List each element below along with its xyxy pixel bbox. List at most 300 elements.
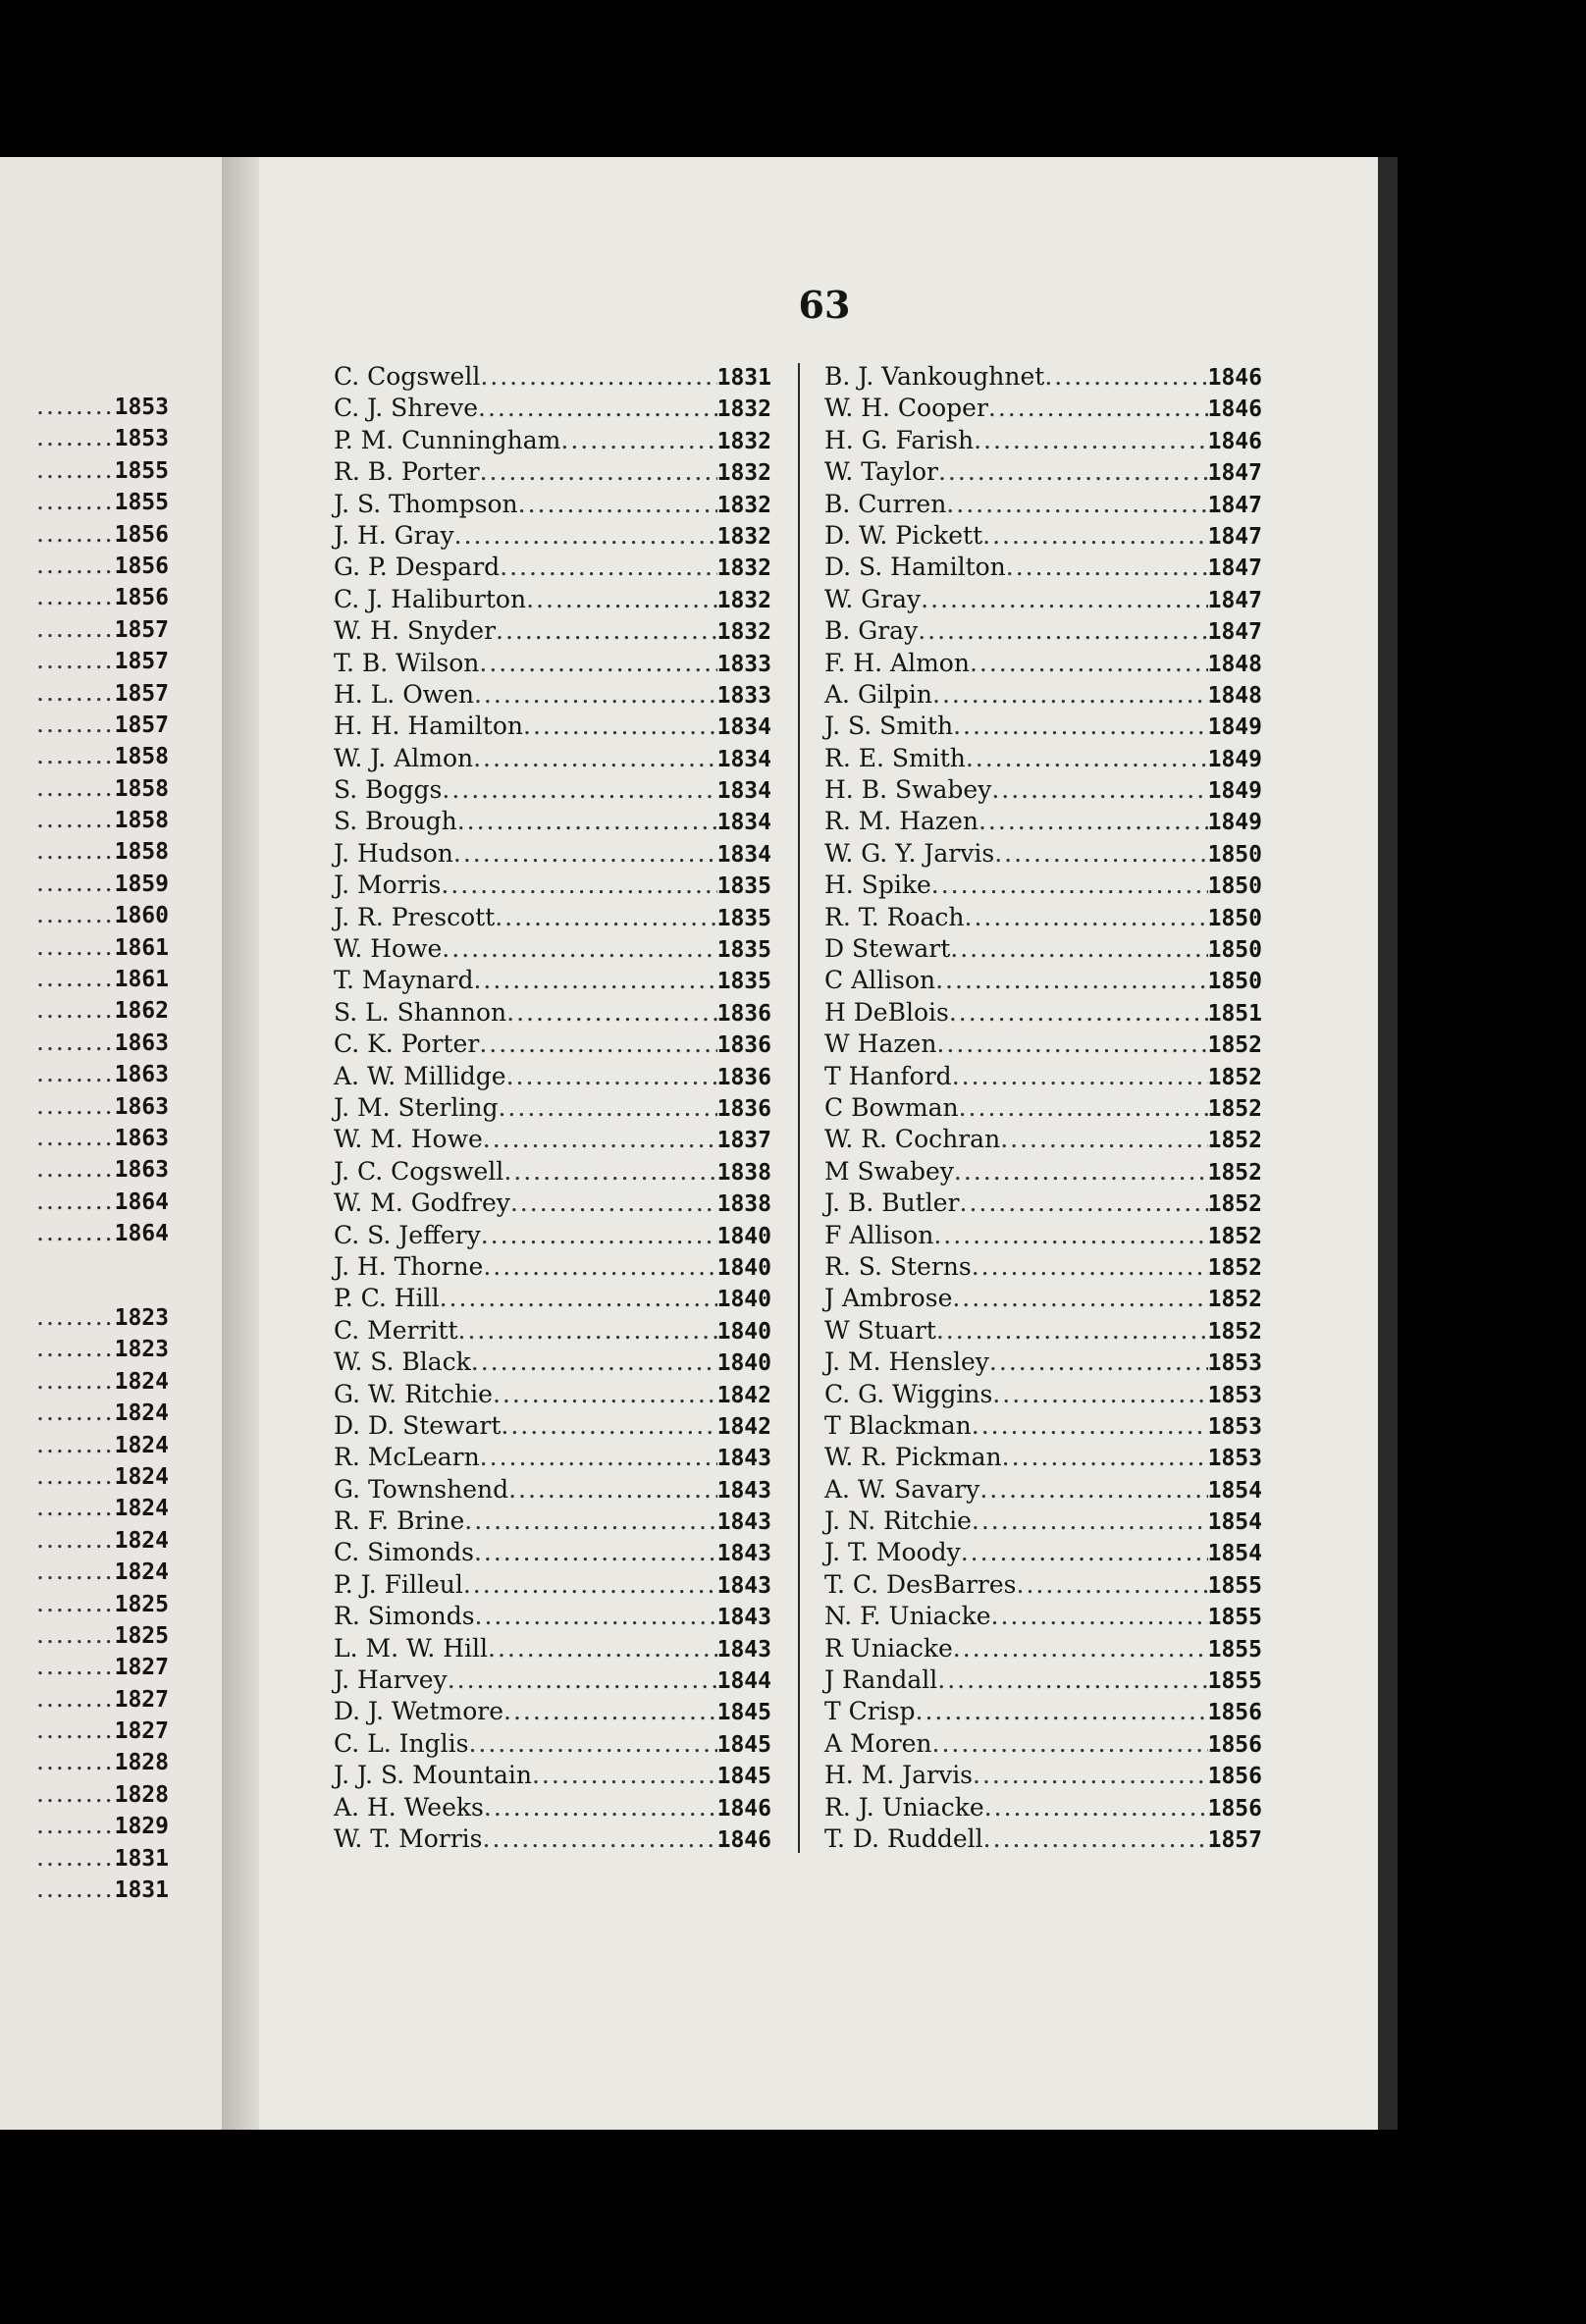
dot-leader <box>36 613 115 645</box>
entry-name: G. P. Despard <box>334 553 501 582</box>
entry-year: 1846 <box>1207 428 1262 454</box>
entry-name: J. Harvey <box>334 1665 448 1695</box>
entry-name: W. T. Morris <box>334 1823 483 1853</box>
dot-leader <box>495 902 716 933</box>
list-entry <box>334 1760 771 1791</box>
dot-leader <box>982 520 1207 552</box>
list-entry <box>824 1029 1262 1060</box>
entry-year: 1852 <box>1207 1191 1262 1218</box>
list-entry <box>0 1186 169 1217</box>
list-entry <box>334 1474 771 1505</box>
entry-name: W Stuart <box>824 1315 936 1345</box>
entry-year: 1856 <box>1207 1795 1262 1822</box>
dot-leader <box>503 1696 717 1727</box>
list-entry <box>0 1588 169 1619</box>
entry-year: 1855 <box>114 490 169 516</box>
list-entry <box>0 772 169 804</box>
entry-year: 1845 <box>716 1731 771 1758</box>
entry-year: 1854 <box>1207 1477 1262 1504</box>
entry-year: 1863 <box>114 1125 169 1151</box>
entry-year: 1852 <box>1207 1032 1262 1059</box>
entry-name: W Hazen <box>824 1030 937 1059</box>
list-entry <box>0 1746 169 1777</box>
dot-leader <box>464 1505 716 1537</box>
dot-leader <box>36 868 115 899</box>
list-entry <box>334 774 771 806</box>
entry-name: R. J. Uniacke <box>824 1792 984 1822</box>
list-entry <box>334 1696 771 1727</box>
list-entry <box>824 743 1262 774</box>
dot-leader <box>1000 1124 1207 1155</box>
dot-leader <box>479 1029 716 1060</box>
list-entry <box>334 806 771 837</box>
dot-leader <box>475 1601 717 1632</box>
list-entry <box>824 425 1262 456</box>
list-entry <box>334 1251 771 1283</box>
dot-leader <box>510 1188 717 1219</box>
dot-leader <box>1002 1442 1208 1473</box>
list-entry <box>0 677 169 709</box>
dot-leader <box>496 615 717 647</box>
entry-year: 1824 <box>114 1400 169 1427</box>
dot-leader <box>36 1778 115 1810</box>
entry-name: F. H. Almon <box>824 648 970 677</box>
entry-year: 1844 <box>716 1668 771 1695</box>
list-entry <box>0 994 169 1026</box>
list-entry <box>824 1792 1262 1823</box>
dot-leader <box>441 870 716 901</box>
entry-year: 1845 <box>716 1764 771 1790</box>
list-entry <box>334 1792 771 1823</box>
entry-year: 1838 <box>716 1159 771 1186</box>
entry-name: J. J. S. Mountain <box>334 1761 532 1790</box>
entry-year: 1852 <box>1207 1128 1262 1154</box>
list-entry <box>824 1664 1262 1696</box>
dot-leader <box>36 391 115 422</box>
entry-year: 1824 <box>114 1527 169 1554</box>
entry-name: F Allison <box>824 1220 934 1249</box>
dot-leader <box>1006 552 1208 583</box>
list-entry <box>0 454 169 486</box>
list-entry <box>334 1728 771 1760</box>
dot-leader <box>479 648 716 679</box>
entry-year: 1850 <box>1207 873 1262 900</box>
entry-year: 1847 <box>1207 523 1262 550</box>
list-entry <box>824 361 1262 393</box>
dot-leader <box>36 1217 115 1248</box>
list-entry <box>0 899 169 930</box>
list-entry <box>824 711 1262 742</box>
dot-leader <box>36 1429 115 1460</box>
entry-name: H. B. Swabey <box>824 775 992 805</box>
entry-year: 1856 <box>114 521 169 548</box>
list-entry <box>824 1188 1262 1219</box>
dot-leader <box>983 1823 1208 1855</box>
list-entry <box>824 1601 1262 1632</box>
dot-leader <box>478 393 717 424</box>
list-entry <box>334 615 771 647</box>
list-entry <box>334 1442 771 1473</box>
entry-name: W. J. Almon <box>334 743 474 772</box>
dot-leader <box>36 709 115 740</box>
entry-name: T. D. Ruddell <box>824 1823 983 1853</box>
list-entry <box>824 679 1262 711</box>
entry-year: 1863 <box>114 1062 169 1088</box>
dot-leader <box>501 1410 716 1442</box>
middle-column-list <box>334 361 771 1855</box>
list-entry <box>824 1092 1262 1124</box>
dot-leader <box>966 743 1208 774</box>
dot-leader <box>36 1556 115 1587</box>
list-entry <box>334 1633 771 1664</box>
list-entry <box>824 393 1262 424</box>
entry-year: 1836 <box>716 1064 771 1090</box>
entry-name: T Crisp <box>824 1697 916 1726</box>
entry-year: 1833 <box>716 682 771 709</box>
dot-leader <box>500 552 716 583</box>
list-entry <box>334 425 771 456</box>
entry-year: 1856 <box>114 553 169 579</box>
entry-year: 1834 <box>716 714 771 741</box>
list-entry <box>334 1347 771 1378</box>
entry-name: S. Boggs <box>334 775 443 805</box>
entry-name: L. M. W. Hill <box>334 1633 488 1663</box>
list-entry <box>824 552 1262 583</box>
list-entry <box>0 1460 169 1492</box>
entry-year: 1847 <box>1207 587 1262 613</box>
entry-year: 1853 <box>114 426 169 452</box>
dot-leader <box>36 454 115 486</box>
dot-leader <box>36 1365 115 1397</box>
dot-leader <box>991 1601 1208 1632</box>
entry-name: R. T. Roach <box>824 902 965 931</box>
list-entry <box>824 1760 1262 1791</box>
list-entry <box>334 933 771 965</box>
entry-year: 1833 <box>716 651 771 677</box>
list-entry <box>0 868 169 899</box>
list-entry <box>334 997 771 1029</box>
list-entry <box>334 1537 771 1568</box>
entry-year: 1855 <box>114 457 169 484</box>
entry-name: T Hanford <box>824 1061 952 1090</box>
entry-year: 1852 <box>1207 1064 1262 1090</box>
entry-year: 1853 <box>1207 1382 1262 1408</box>
entry-year: 1831 <box>716 365 771 391</box>
dot-leader <box>493 1379 717 1410</box>
list-entry <box>824 933 1262 965</box>
list-entry <box>334 489 771 520</box>
list-entry <box>0 1429 169 1460</box>
entry-year: 1823 <box>114 1305 169 1331</box>
list-entry <box>0 963 169 994</box>
dot-leader <box>979 1474 1207 1505</box>
entry-year: 1829 <box>114 1814 169 1840</box>
list-entry <box>0 422 169 453</box>
entry-year: 1827 <box>114 1655 169 1681</box>
list-entry <box>334 1505 771 1537</box>
list-entry <box>334 1092 771 1124</box>
dot-leader <box>36 1746 115 1777</box>
entry-year: 1850 <box>1207 841 1262 868</box>
entry-year: 1861 <box>114 934 169 961</box>
entry-year: 1852 <box>1207 1254 1262 1281</box>
entry-name: C. G. Wiggins <box>824 1379 993 1408</box>
entry-year: 1827 <box>114 1686 169 1713</box>
entry-year: 1825 <box>114 1622 169 1649</box>
dot-leader <box>481 1220 717 1251</box>
entry-year: 1834 <box>716 746 771 772</box>
list-entry <box>334 1379 771 1410</box>
entry-year: 1843 <box>716 1605 771 1631</box>
entry-year: 1824 <box>114 1432 169 1458</box>
entry-year: 1846 <box>1207 365 1262 391</box>
entry-year: 1827 <box>114 1718 169 1745</box>
list-entry <box>0 1301 169 1333</box>
list-entry <box>334 902 771 933</box>
dot-leader <box>36 1524 115 1556</box>
dot-leader <box>932 1728 1208 1760</box>
list-entry <box>824 806 1262 837</box>
dot-leader <box>36 422 115 453</box>
entry-name: C. J. Haliburton <box>334 584 527 613</box>
entry-name: J. S. Smith <box>824 712 954 741</box>
dot-leader <box>989 1347 1208 1378</box>
dot-leader <box>474 1537 717 1568</box>
page-number: 63 <box>798 283 851 327</box>
list-entry <box>0 1651 169 1682</box>
list-entry <box>334 361 771 393</box>
dot-leader <box>36 804 115 835</box>
list-entry <box>334 552 771 583</box>
dot-leader <box>560 425 716 456</box>
entry-year: 1834 <box>716 841 771 868</box>
list-entry <box>824 1537 1262 1568</box>
list-entry <box>334 1315 771 1347</box>
entry-name: J. B. Butler <box>824 1188 960 1218</box>
dot-leader <box>474 679 717 711</box>
dot-leader <box>946 489 1207 520</box>
list-entry <box>824 1156 1262 1188</box>
list-entry <box>824 1220 1262 1251</box>
entry-year: 1853 <box>1207 1350 1262 1377</box>
list-entry <box>334 1601 771 1632</box>
entry-year: 1858 <box>114 839 169 866</box>
list-entry <box>824 584 1262 615</box>
list-entry <box>0 1397 169 1428</box>
list-entry <box>334 393 771 424</box>
list-entry <box>0 1556 169 1587</box>
dot-leader <box>454 520 717 552</box>
entry-name: J. M. Sterling <box>334 1092 499 1122</box>
list-entry <box>824 1061 1262 1092</box>
entry-year: 1855 <box>1207 1636 1262 1663</box>
entry-name: W. M. Godfrey <box>334 1188 510 1218</box>
list-entry <box>0 709 169 740</box>
entry-year: 1831 <box>114 1877 169 1904</box>
list-entry <box>0 1524 169 1556</box>
entry-year: 1846 <box>716 1795 771 1822</box>
list-entry <box>0 613 169 645</box>
entry-name: C. S. Jeffery <box>334 1220 481 1249</box>
entry-year: 1840 <box>716 1287 771 1313</box>
list-entry <box>824 997 1262 1029</box>
dot-leader <box>36 645 115 676</box>
entry-year: 1852 <box>1207 1287 1262 1313</box>
entry-year: 1863 <box>114 1030 169 1056</box>
entry-name: H. H. Hamilton <box>334 712 523 741</box>
dot-leader <box>36 677 115 709</box>
list-entry <box>824 615 1262 647</box>
entry-name: A. W. Savary <box>824 1474 980 1504</box>
dot-leader <box>36 581 115 612</box>
entry-name: C. Simonds <box>334 1538 474 1567</box>
entry-year: 1857 <box>114 616 169 643</box>
page-gutter <box>222 157 261 2130</box>
entry-name: W. G. Y. Jarvis <box>824 838 995 868</box>
list-entry <box>824 1442 1262 1473</box>
entry-name: T Blackman <box>824 1410 972 1440</box>
entry-year: 1861 <box>114 967 169 993</box>
dot-leader <box>988 393 1208 424</box>
dot-leader <box>949 997 1208 1029</box>
list-entry <box>824 1379 1262 1410</box>
entry-year: 1836 <box>716 1032 771 1059</box>
entry-name: J. Morris <box>334 871 442 900</box>
dot-leader <box>959 1092 1208 1124</box>
entry-year: 1854 <box>1207 1541 1262 1567</box>
entry-year: 1849 <box>1207 746 1262 772</box>
entry-name: M Swabey <box>824 1156 954 1186</box>
list-entry <box>824 1124 1262 1155</box>
entry-year: 1837 <box>716 1128 771 1154</box>
entry-year: 1845 <box>716 1700 771 1726</box>
dot-leader <box>526 584 717 615</box>
dot-leader <box>448 1664 717 1696</box>
dot-leader <box>36 740 115 771</box>
entry-year: 1840 <box>716 1318 771 1345</box>
list-entry <box>0 804 169 835</box>
list-entry <box>824 1315 1262 1347</box>
dot-leader <box>36 1153 115 1185</box>
entry-name: D Stewart <box>824 934 951 964</box>
dot-leader <box>36 1715 115 1746</box>
entry-year: 1843 <box>716 1509 771 1536</box>
list-entry <box>334 743 771 774</box>
dot-leader <box>972 1251 1208 1283</box>
dot-leader <box>506 997 716 1029</box>
dot-leader <box>36 1090 115 1122</box>
entry-name: R. Simonds <box>334 1602 475 1631</box>
entry-year: 1858 <box>114 744 169 770</box>
list-entry <box>0 1492 169 1523</box>
dot-leader <box>974 425 1208 456</box>
dot-leader <box>952 1283 1207 1314</box>
entry-name: R. B. Porter <box>334 457 480 487</box>
list-entry <box>0 1874 169 1905</box>
dot-leader <box>473 743 717 774</box>
list-entry <box>0 740 169 771</box>
entry-name: W. R. Pickman <box>824 1443 1002 1472</box>
dot-leader <box>970 648 1208 679</box>
list-entry <box>334 1410 771 1442</box>
list-entry <box>0 1365 169 1397</box>
list-entry <box>334 1156 771 1188</box>
list-entry <box>824 870 1262 901</box>
dot-leader <box>498 1092 716 1124</box>
entry-name: D. S. Hamilton <box>824 553 1006 582</box>
dot-leader <box>36 1122 115 1153</box>
entry-name: H. G. Farish <box>824 425 975 454</box>
entry-year: 1843 <box>716 1636 771 1663</box>
list-entry <box>334 1283 771 1314</box>
dot-leader <box>36 550 115 581</box>
entry-name: A Moren <box>824 1728 932 1758</box>
entry-year: 1846 <box>1207 396 1262 423</box>
entry-year: 1856 <box>114 585 169 611</box>
dot-leader <box>36 1460 115 1492</box>
dot-leader <box>36 1810 115 1841</box>
dot-leader <box>953 1633 1208 1664</box>
dot-leader <box>440 1283 717 1314</box>
dot-leader <box>1017 1569 1208 1601</box>
dot-leader <box>506 1061 717 1092</box>
entry-name: G. Townshend <box>334 1474 509 1504</box>
list-entry <box>0 1333 169 1364</box>
dot-leader <box>36 1186 115 1217</box>
dot-leader <box>442 774 716 806</box>
entry-year: 1849 <box>1207 810 1262 836</box>
list-entry <box>334 456 771 488</box>
list-entry <box>0 1217 169 1248</box>
list-entry <box>334 679 771 711</box>
list-entry <box>0 931 169 963</box>
entry-name: P. C. Hill <box>334 1284 440 1313</box>
entry-year: 1862 <box>114 998 169 1025</box>
dot-leader <box>952 1061 1208 1092</box>
entry-name: C. Cogswell <box>334 362 481 391</box>
entry-name: T. B. Wilson <box>334 648 480 677</box>
entry-year: 1832 <box>716 619 771 646</box>
list-entry <box>0 1842 169 1874</box>
entry-year: 1855 <box>1207 1605 1262 1631</box>
entry-year: 1825 <box>114 1591 169 1617</box>
entry-year: 1847 <box>1207 492 1262 518</box>
list-entry <box>0 550 169 581</box>
entry-name: P. J. Filleul <box>334 1569 463 1599</box>
entry-year: 1856 <box>1207 1764 1262 1790</box>
dot-leader <box>36 1027 115 1058</box>
entry-name: J. N. Ritchie <box>824 1506 972 1536</box>
dot-leader <box>471 1347 717 1378</box>
entry-year: 1824 <box>114 1496 169 1522</box>
list-entry <box>0 1683 169 1715</box>
entry-year: 1855 <box>1207 1572 1262 1599</box>
left-column-years-group-2 <box>0 1301 169 1905</box>
entry-name: T. C. DesBarres <box>824 1569 1017 1599</box>
entry-year: 1842 <box>716 1382 771 1408</box>
entry-year: 1831 <box>114 1845 169 1872</box>
dot-leader <box>960 1188 1208 1219</box>
entry-year: 1863 <box>114 1157 169 1184</box>
list-entry <box>334 965 771 996</box>
dot-leader <box>978 806 1208 837</box>
entry-year: 1828 <box>114 1781 169 1808</box>
dot-leader <box>36 994 115 1026</box>
dot-leader <box>36 899 115 930</box>
list-entry <box>0 1090 169 1122</box>
entry-name: J. H. Gray <box>334 520 454 550</box>
entry-year: 1836 <box>716 1095 771 1122</box>
